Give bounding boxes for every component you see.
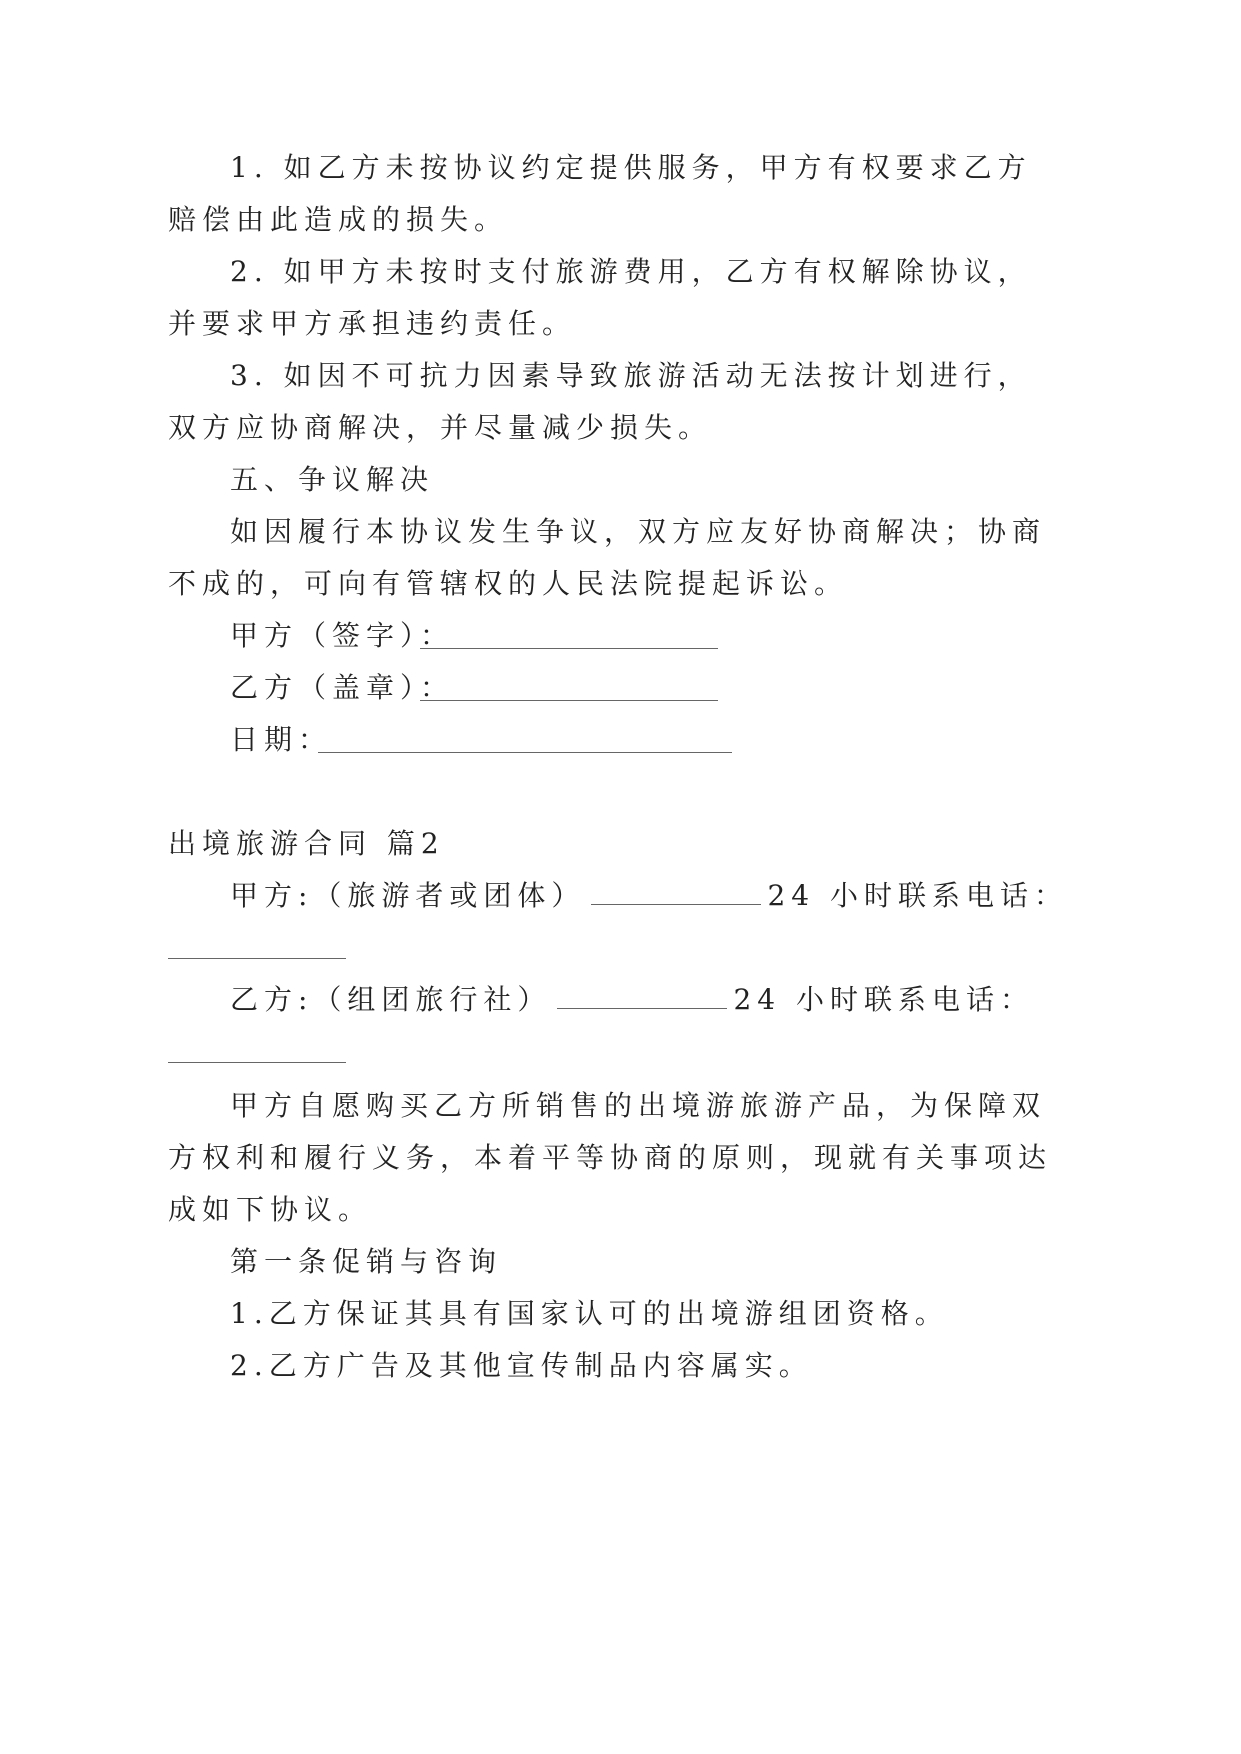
contract2-intro-line2: 方权利和履行义务，本着平等协商的原则，现就有关事项达: [168, 1141, 1053, 1174]
date-label: 日期：: [230, 723, 333, 756]
contract2-title: 出境旅游合同 篇2: [168, 827, 445, 860]
party-a-signature-line[interactable]: [420, 648, 718, 649]
contract2-party-a-row: [230, 876, 1068, 916]
article1-item2: 2.乙方广告及其他宣传制品内容属实。: [230, 1349, 813, 1382]
party-b-seal-line[interactable]: [420, 700, 718, 701]
item3-line1: 3. 如因不可抗力因素导致旅游活动无法按计划进行，: [230, 359, 1032, 392]
item3-line2: 双方应协商解决，并尽量减少损失。: [168, 411, 713, 444]
section5-para-line2: 不成的，可向有管辖权的人民法院提起诉讼。: [168, 567, 849, 600]
section5-para-line1: 如因履行本协议发生争议，双方应友好协商解决；协商: [230, 515, 1047, 548]
item2-line2: 并要求甲方承担违约责任。: [168, 307, 577, 340]
contract2-intro-line1: 甲方自愿购买乙方所销售的出境游旅游产品，为保障双: [230, 1089, 1047, 1122]
contract2-party-a-name-line[interactable]: [591, 904, 761, 905]
contract2-party-a-phone-label: 24 小时联系电话：: [767, 879, 1068, 912]
date-line[interactable]: [318, 752, 732, 753]
section5-heading: 五、争议解决: [230, 463, 435, 496]
item1-line2: 赔偿由此造成的损失。: [168, 203, 509, 236]
contract2-party-b-phone-line[interactable]: [168, 1062, 346, 1063]
article1-heading: 第一条促销与咨询: [230, 1245, 503, 1278]
contract2-intro-line3: 成如下协议。: [168, 1193, 373, 1226]
party-a-signature-label: 甲方（签字）：: [230, 619, 455, 652]
item2-line1: 2. 如甲方未按时支付旅游费用，乙方有权解除协议，: [230, 255, 1032, 288]
contract2-party-b-row: [230, 980, 1034, 1020]
contract2-party-a-phone-line[interactable]: [168, 958, 346, 959]
contract2-party-b-phone-label: 24 小时联系电话：: [733, 983, 1034, 1016]
article1-item1: 1.乙方保证其具有国家认可的出境游组团资格。: [230, 1297, 949, 1330]
party-b-seal-label: 乙方（盖章）：: [230, 671, 455, 704]
contract2-party-b-label: 乙方:（组团旅行社）: [230, 983, 552, 1016]
item1-line1: 1. 如乙方未按协议约定提供服务，甲方有权要求乙方: [230, 151, 1032, 184]
contract2-party-a-label: 甲方:（旅游者或团体）: [230, 879, 586, 912]
contract2-party-b-name-line[interactable]: [557, 1008, 727, 1009]
